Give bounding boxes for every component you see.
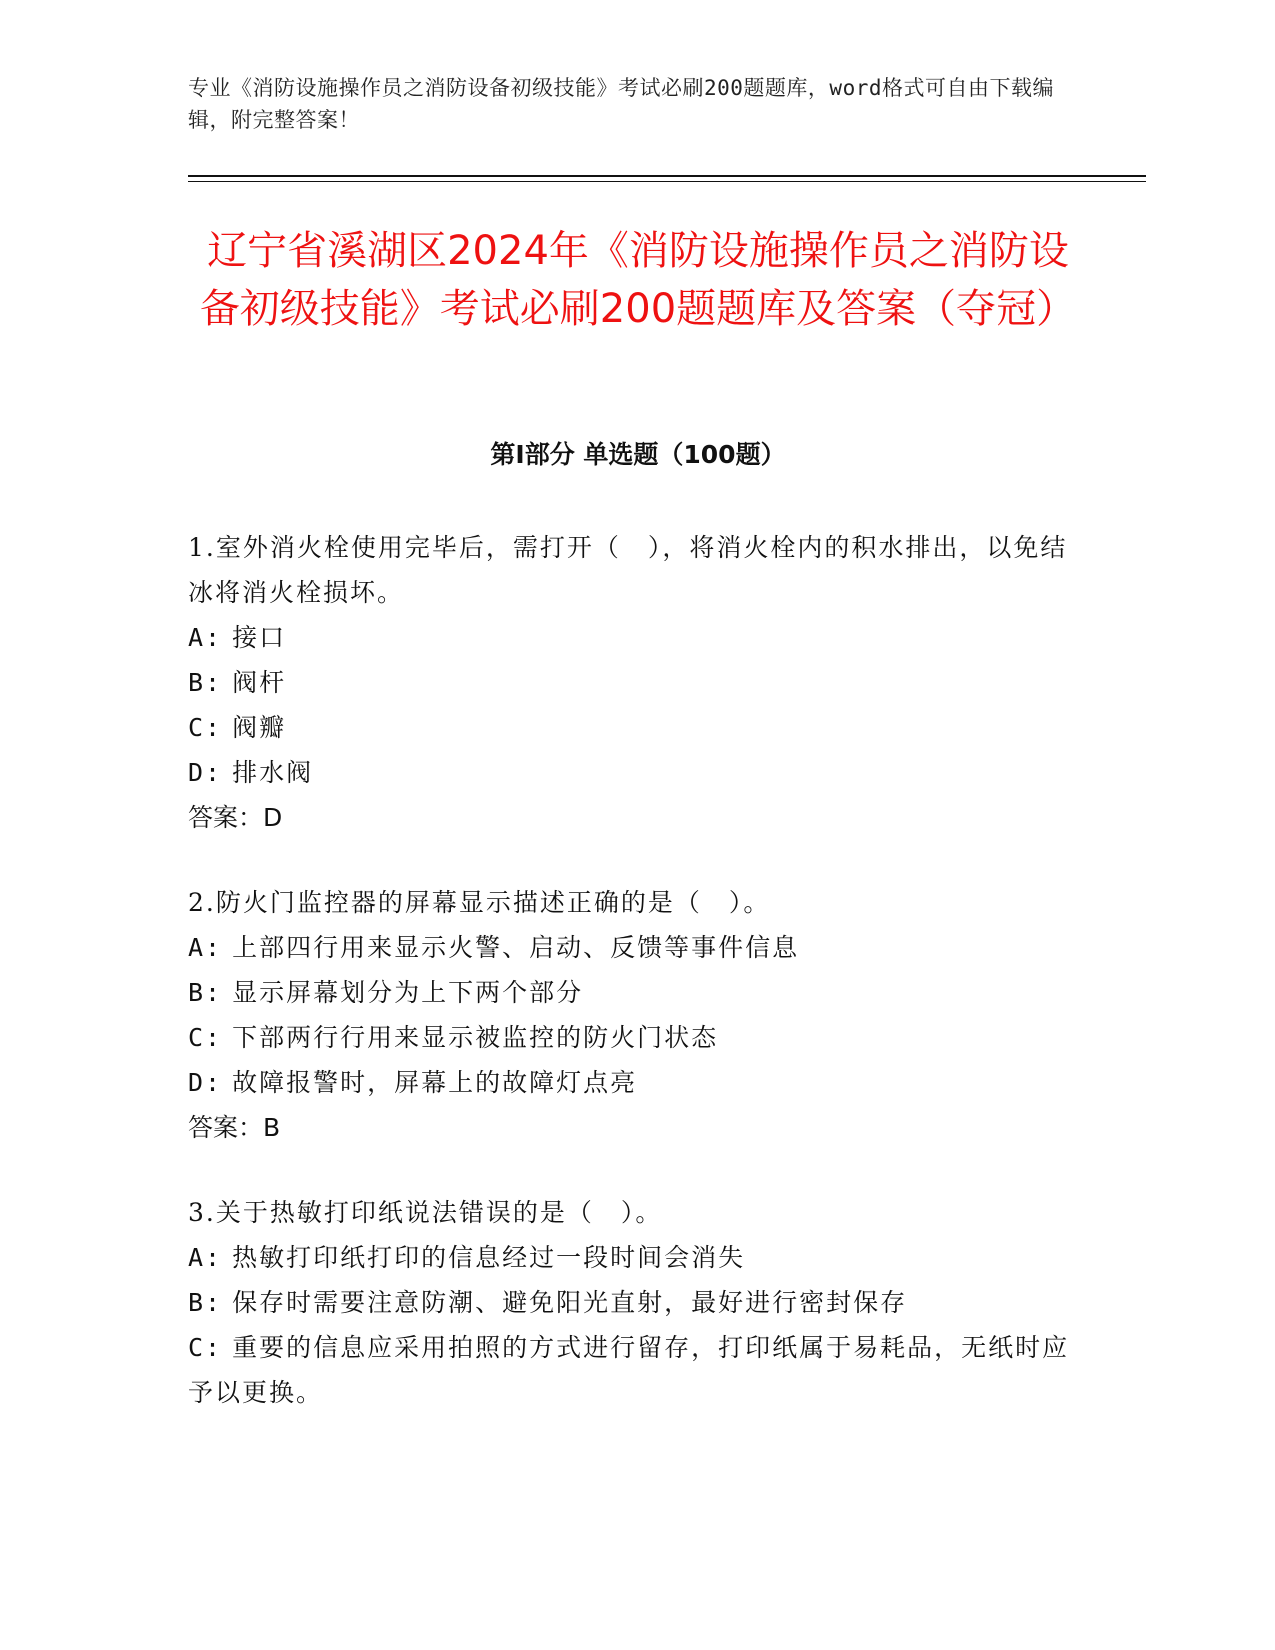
option-b xyxy=(188,970,1088,1015)
option-letter: D: xyxy=(188,758,223,787)
question-stem: 1.室外消火栓使用完毕后，需打开（ ），将消火栓内的积水排出，以免结冰将消火栓损坏。 xyxy=(188,533,1068,607)
option-a xyxy=(188,1235,1088,1280)
question-stem: 3.关于热敏打印纸说法错误的是（ ）。 xyxy=(188,1198,663,1227)
question-1 xyxy=(188,525,1088,840)
option-text: 阀杆 xyxy=(232,668,287,697)
option-d xyxy=(188,750,1088,795)
header-rule-thick xyxy=(188,175,1146,177)
option-letter: C: xyxy=(188,1333,223,1362)
option-d xyxy=(188,1060,1088,1105)
option-text: 阀瓣 xyxy=(232,713,287,742)
option-a xyxy=(188,925,1088,970)
document-title: 辽宁省溪湖区2024年《消防设施操作员之消防设备初级技能》考试必刷200题题库及答案（夺冠） xyxy=(199,228,1077,332)
option-text: 保存时需要注意防潮、避免阳光直射，最好进行密封保存 xyxy=(232,1288,908,1317)
option-text: 显示屏幕划分为上下两个部分 xyxy=(232,978,584,1007)
option-c xyxy=(188,705,1088,750)
answer-line: 答案：D xyxy=(188,803,283,832)
option-b xyxy=(188,1280,1088,1325)
option-letter: B: xyxy=(188,668,223,697)
header-note: 专业《消防设施操作员之消防设备初级技能》考试必刷200题题库，word格式可自由下载编辑，附完整答案！ xyxy=(188,76,1054,132)
question-stem: 2.防火门监控器的屏幕显示描述正确的是（ ）。 xyxy=(188,888,771,917)
option-letter: B: xyxy=(188,978,223,1007)
option-text: 接口 xyxy=(232,623,287,652)
question-2 xyxy=(188,880,1088,1150)
header-rule-thin xyxy=(188,181,1146,182)
option-letter: C: xyxy=(188,1023,223,1052)
option-text: 热敏打印纸打印的信息经过一段时间会消失 xyxy=(232,1243,746,1272)
question-3 xyxy=(188,1190,1088,1415)
option-text: 排水阀 xyxy=(232,758,314,787)
option-text: 重要的信息应采用拍照的方式进行留存，打印纸属于易耗品，无纸时应予以更换。 xyxy=(188,1333,1070,1407)
option-letter: A: xyxy=(188,933,223,962)
option-text: 上部四行用来显示火警、启动、反馈等事件信息 xyxy=(232,933,800,962)
option-text: 故障报警时，屏幕上的故障灯点亮 xyxy=(232,1068,638,1097)
option-c xyxy=(188,1015,1088,1060)
section-title: 第Ⅰ部分 单选题（100题） xyxy=(490,440,786,469)
option-letter: D: xyxy=(188,1068,223,1097)
option-text: 下部两行行用来显示被监控的防火门状态 xyxy=(232,1023,719,1052)
option-letter: A: xyxy=(188,623,223,652)
answer-line: 答案：B xyxy=(188,1113,281,1142)
option-letter: A: xyxy=(188,1243,223,1272)
option-c xyxy=(188,1325,1088,1415)
option-a xyxy=(188,615,1088,660)
option-letter: B: xyxy=(188,1288,223,1317)
option-letter: C: xyxy=(188,713,223,742)
question-list xyxy=(188,525,1088,1455)
option-b xyxy=(188,660,1088,705)
